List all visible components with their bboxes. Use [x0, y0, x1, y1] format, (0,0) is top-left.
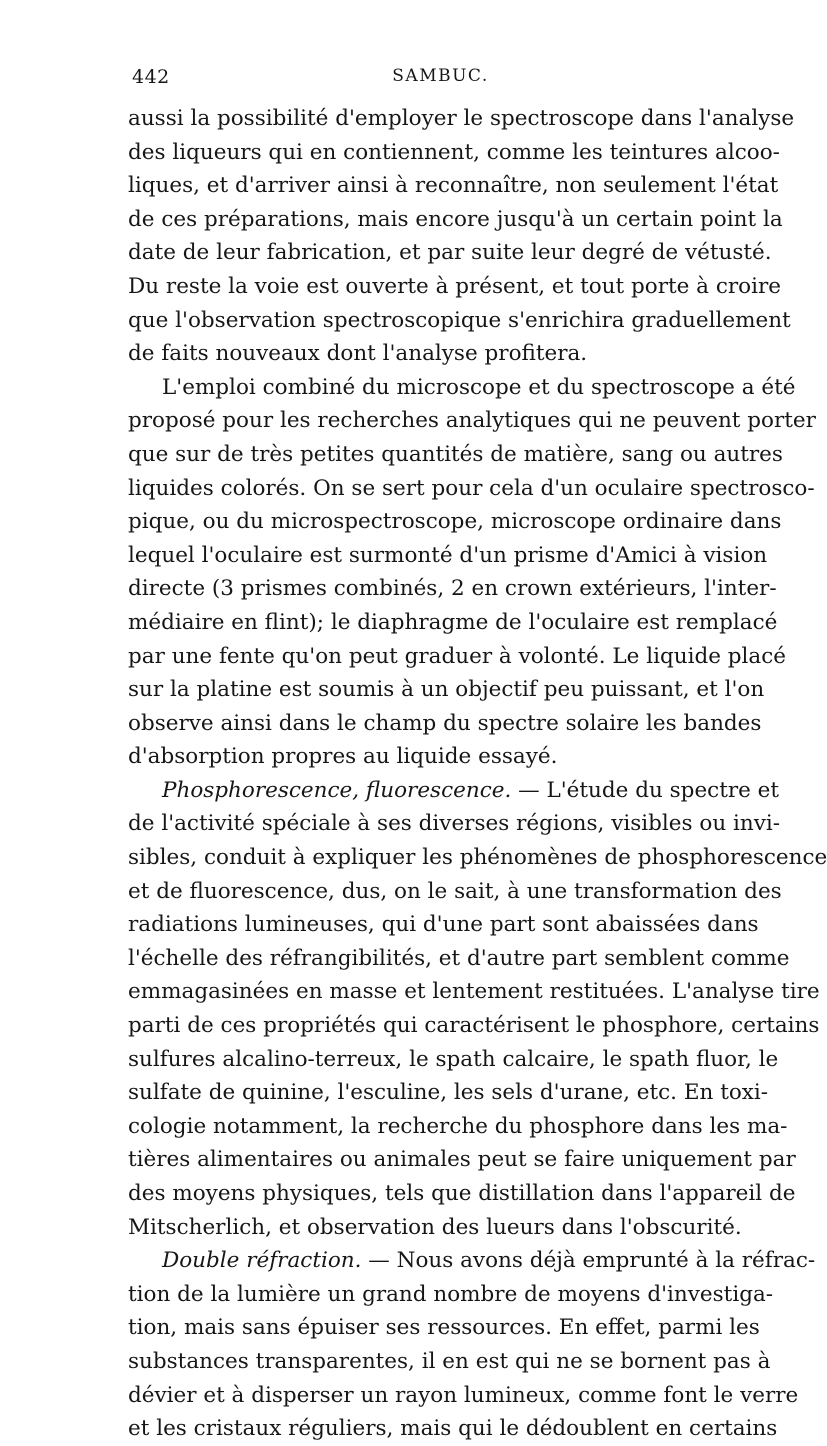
- text-line: [128, 1143, 796, 1177]
- line-text: proposé pour les recherches analytiques qui ne peuvent porter: [128, 408, 816, 434]
- text-line: [128, 1009, 820, 1043]
- line-text: substances transparentes, il en est qui ne se bornent pas à: [128, 1348, 771, 1374]
- text-line: [128, 1211, 753, 1245]
- text-line: [128, 1076, 769, 1110]
- text-line: [128, 404, 816, 438]
- line-text: d'absorption propres au liquide essayé.: [128, 744, 558, 770]
- line-text: L'emploi combiné du microscope et du spectroscope a été: [162, 374, 796, 400]
- text-line: [128, 841, 827, 875]
- body-text: [128, 102, 827, 1446]
- line-text: dévier et à disperser un rayon lumineux, comme font le verre: [128, 1382, 799, 1408]
- text-line: [128, 875, 782, 909]
- text-line: [128, 304, 791, 338]
- text-line: [128, 774, 780, 808]
- text-line: [128, 572, 777, 606]
- text-line: [128, 640, 786, 674]
- line-text: l'échelle des réfrangibilités, et d'autre part semblent comme: [128, 945, 790, 971]
- line-text: par une fente qu'on peut graduer à volonté. Le liquide placé: [128, 643, 786, 669]
- text-line: [128, 169, 779, 203]
- line-text: — Nous avons déjà emprunté à la réfrac-: [361, 1248, 816, 1274]
- line-text: de l'activité spéciale à ses diverses régions, visibles ou invi-: [128, 811, 781, 837]
- line-text: Mitscherlich, et observation des lueurs dans l'obscurité.: [128, 1214, 742, 1240]
- text-line: [128, 337, 753, 371]
- text-line: [128, 807, 781, 841]
- line-text: que l'observation spectroscopique s'enrichira graduellement: [128, 307, 791, 333]
- line-text: — L'étude du spectre et: [511, 777, 780, 803]
- section-heading: Double réfraction.: [162, 1248, 362, 1274]
- text-line: [128, 1379, 799, 1413]
- text-line: [128, 136, 780, 170]
- line-text: sur la platine est soumis à un objectif peu puissant, et l'on: [128, 677, 765, 703]
- text-line: [128, 908, 759, 942]
- book-page: [128, 56, 827, 1446]
- line-text: médiaire en flint); le diaphragme de l'oculaire est remplacé: [128, 609, 778, 635]
- text-line: [128, 472, 815, 506]
- line-text: radiations lumineuses, qui d'une part sont abaissées dans: [128, 912, 759, 938]
- text-line: [128, 1177, 796, 1211]
- text-line: [128, 102, 795, 136]
- line-text: aussi la possibilité d'employer le spectroscope dans l'analyse: [128, 106, 795, 131]
- text-line: [128, 371, 796, 405]
- line-text: et les cristaux réguliers, mais qui le dédoublent en certains: [128, 1416, 778, 1442]
- line-text: observe ainsi dans le champ du spectre solaire les bandes: [128, 710, 762, 736]
- line-text: sulfures alcalino-terreux, le spath calcaire, le spath fluor, le: [128, 1046, 779, 1072]
- line-text: sibles, conduit à expliquer les phénomènes de phosphorescence: [128, 845, 827, 871]
- text-line: [128, 1311, 760, 1345]
- line-text: Du reste la voie est ouverte à présent, et tout porte à croire: [128, 273, 781, 299]
- line-text: sulfate de quinine, l'esculine, les sels d'urane, etc. En toxi-: [128, 1080, 769, 1106]
- text-line: [128, 270, 781, 304]
- text-line: [128, 975, 820, 1009]
- line-text: lequel l'oculaire est surmonté d'un prisme d'Amici à vision: [128, 542, 768, 568]
- page-number: 442: [132, 66, 170, 88]
- text-line: [128, 1244, 816, 1278]
- line-text: des moyens physiques, tels que distillation dans l'appareil de: [128, 1181, 796, 1206]
- line-text: directe (3 prismes combinés, 2 en crown extérieurs, l'inter-: [128, 576, 777, 602]
- line-text: date de leur fabrication, et par suite leur degré de vétusté.: [128, 240, 772, 266]
- line-text: tières alimentaires ou animales peut se faire uniquement par: [128, 1147, 796, 1173]
- text-line: [128, 438, 783, 472]
- line-text: et de fluorescence, dus, on le sait, à une transformation des: [128, 878, 782, 904]
- line-text: tion de la lumière un grand nombre de moyens d'investiga-: [128, 1281, 774, 1307]
- section-heading: Phosphorescence, fluorescence.: [162, 777, 512, 803]
- text-line: [128, 236, 772, 270]
- running-title: SAMBUC.: [392, 66, 489, 86]
- line-text: emmagasinées en masse et lentement restituées. L'analyse tire: [128, 979, 820, 1005]
- text-line: [128, 1345, 771, 1379]
- text-line: [128, 539, 768, 573]
- line-text: que sur de très petites quantités de matière, sang ou autres: [128, 441, 783, 467]
- text-line: [128, 505, 782, 539]
- line-text: pique, ou du microspectroscope, microscope ordinaire dans: [128, 509, 782, 535]
- text-line: [128, 740, 753, 774]
- text-line: [128, 673, 765, 707]
- line-text: de faits nouveaux dont l'analyse profitera.: [128, 341, 588, 367]
- line-text: tion, mais sans épuiser ses ressources. En effet, parmi les: [128, 1315, 760, 1341]
- text-line: [128, 203, 783, 237]
- line-text: liquides colorés. On se sert pour cela d'un oculaire spectrosco-: [128, 475, 815, 501]
- line-text: parti de ces propriétés qui caractérisent le phosphore, certains: [128, 1013, 820, 1039]
- text-line: [128, 1278, 774, 1312]
- text-line: [128, 942, 790, 976]
- page-header: [128, 56, 753, 96]
- text-line: [128, 1043, 779, 1077]
- line-text: liques, et d'arriver ainsi à reconnaître, non seulement l'état: [128, 173, 779, 199]
- line-text: cologie notamment, la recherche du phosphore dans les ma-: [128, 1113, 788, 1139]
- text-line: [128, 707, 762, 741]
- line-text: de ces préparations, mais encore jusqu'à un certain point la: [128, 206, 783, 232]
- text-line: [128, 606, 778, 640]
- text-line: [128, 1110, 788, 1144]
- line-text: des liqueurs qui en contiennent, comme les teintures alcoo-: [128, 139, 780, 165]
- text-line: [128, 1412, 778, 1446]
